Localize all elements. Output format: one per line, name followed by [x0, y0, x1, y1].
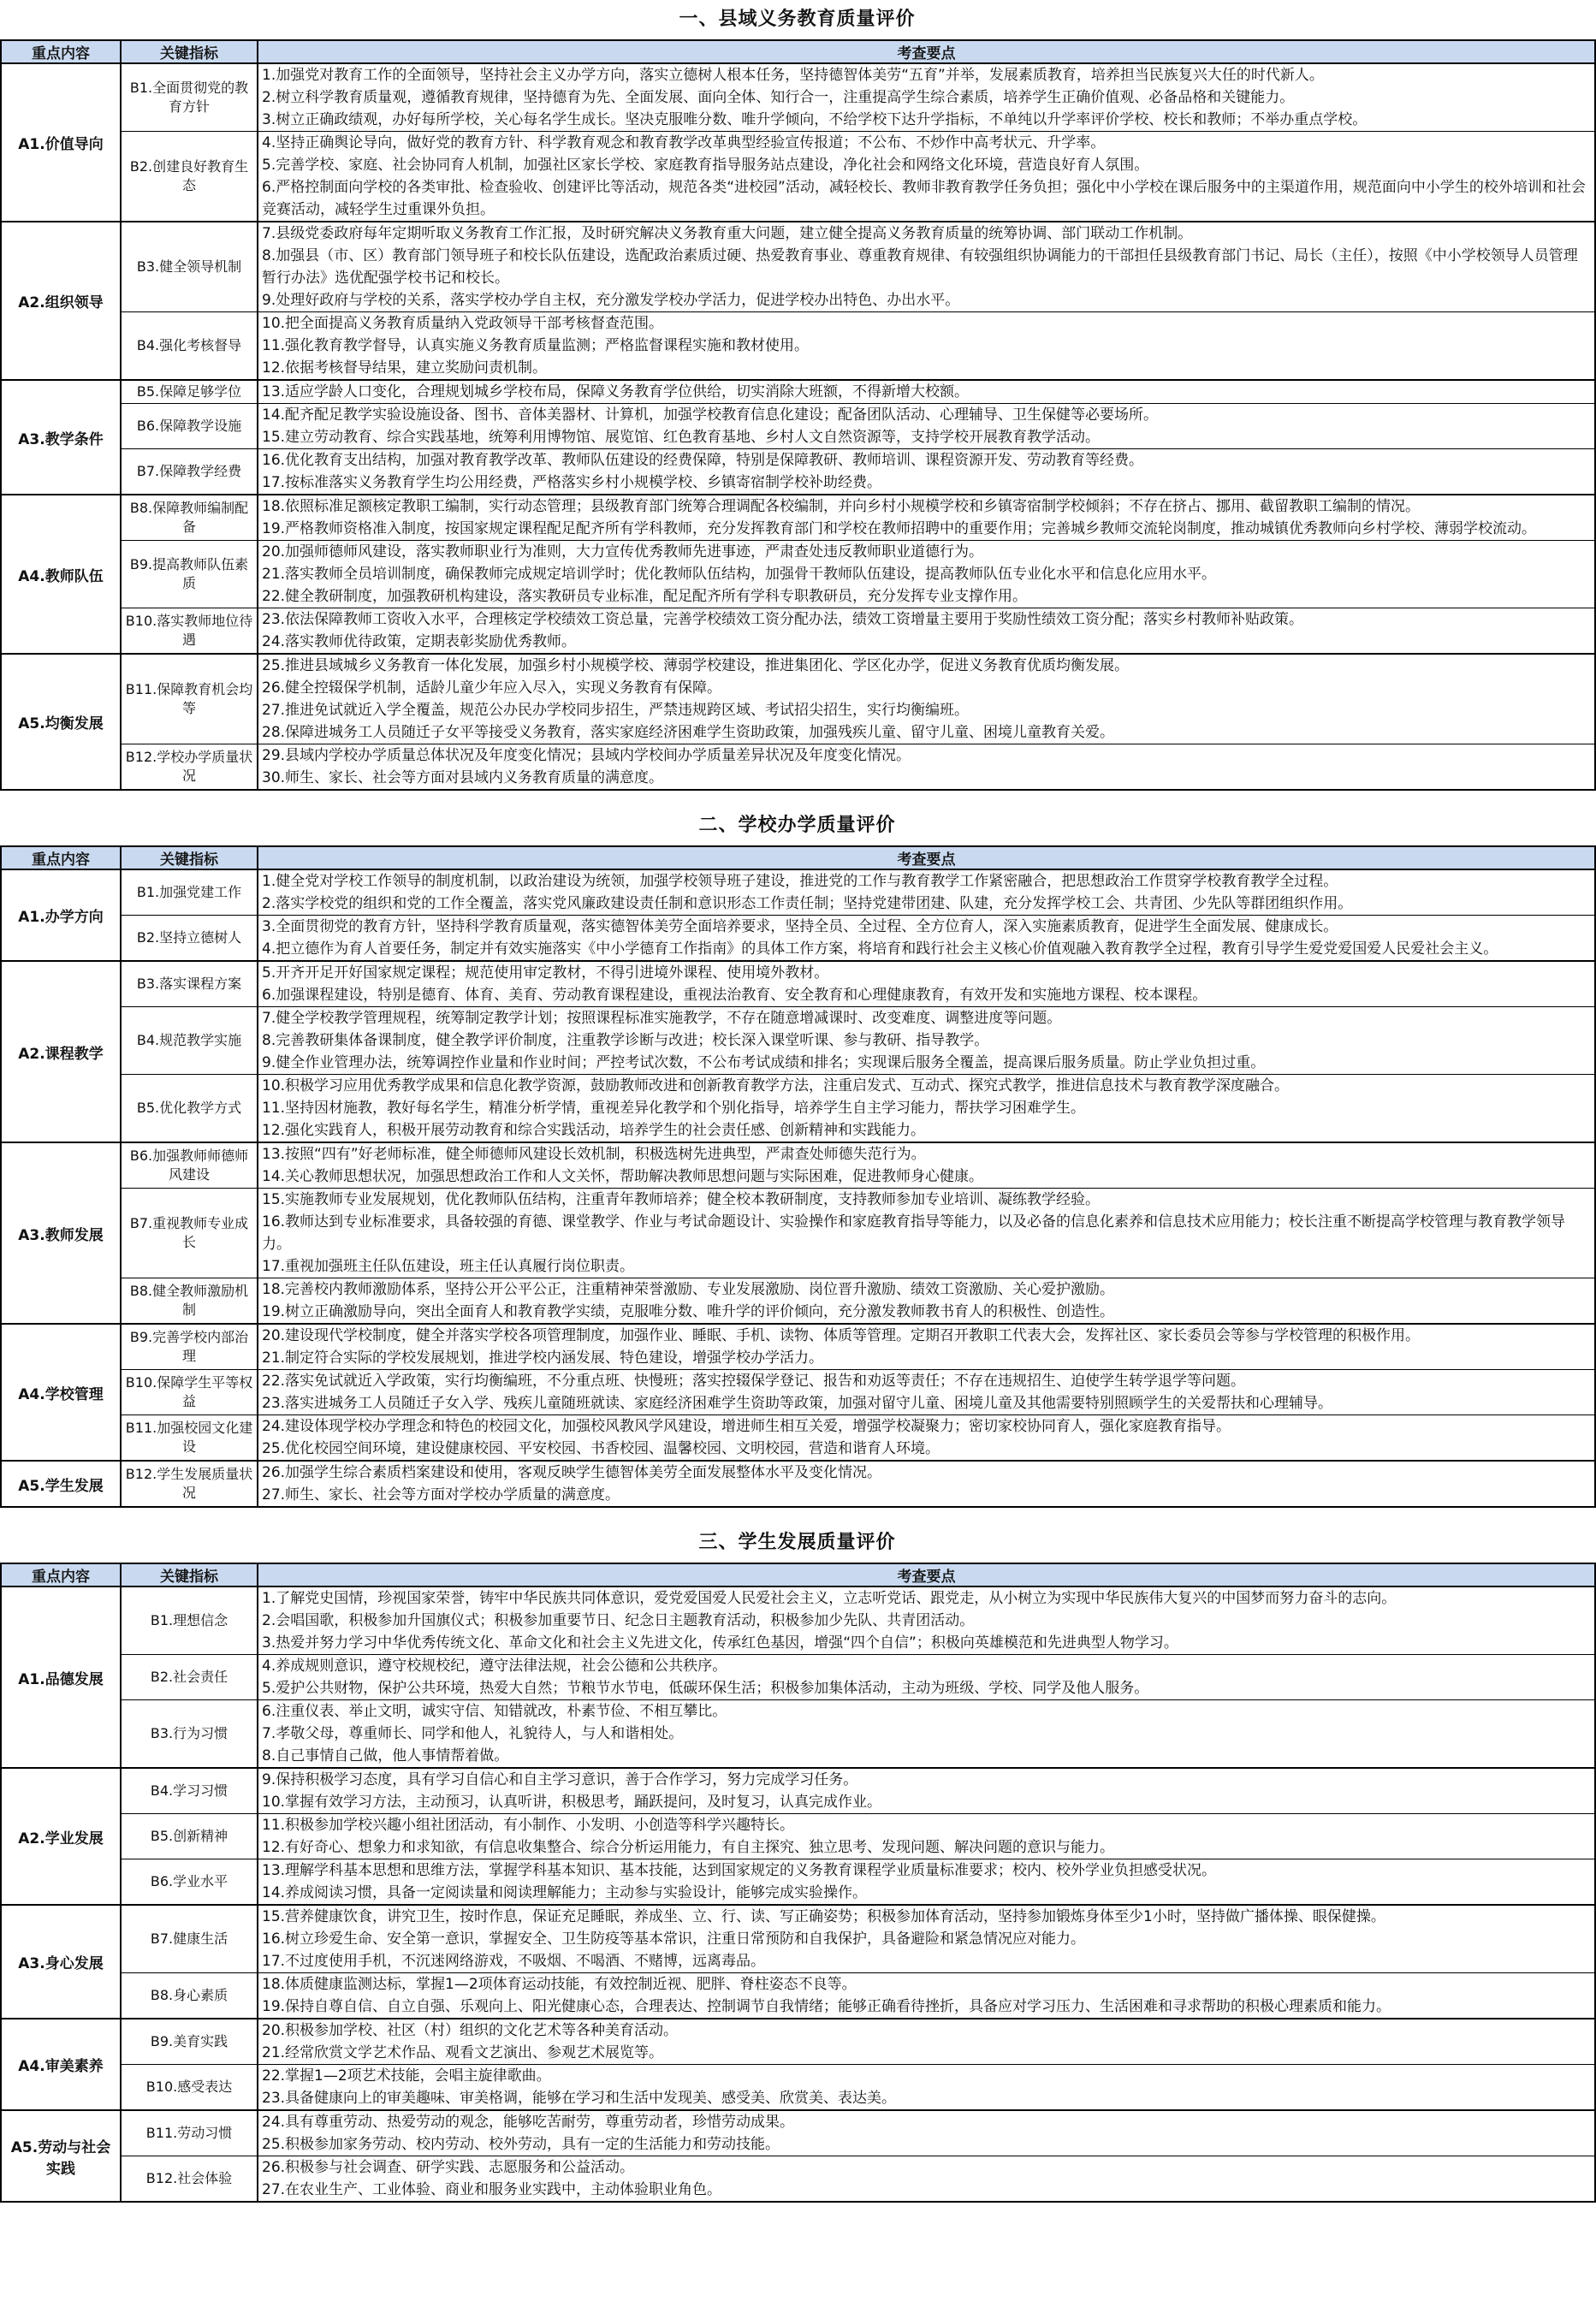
- point-text: 14.养成阅读习惯，具备一定阅读量和阅读理解能力；主动参与实验设计，能够完成实验操作。: [262, 1884, 868, 1901]
- table-row: [1, 2156, 1595, 2203]
- table-row: [1, 380, 1595, 404]
- point-text: 13.按照“四有”好老师标准，健全师德师风建设长效机制，积极选树先进典型，严肃查处师德失范行为。: [262, 1146, 926, 1163]
- points-cell: [258, 1007, 1595, 1075]
- table-row: [1, 312, 1595, 381]
- header-points: 考查要点: [258, 846, 1595, 869]
- indicator-cell: B1.理想信念: [121, 1586, 258, 1655]
- point-text: 16.树立珍爱生命、安全第一意识，掌握安全、卫生防疫等基本常识，注重日常预防和自我保护，具备避险和紧急情况应对能力。: [262, 1930, 1086, 1948]
- header-focus: 重点内容: [1, 40, 121, 63]
- point-text: 27.推进免试就近入学全覆盖，规范公办民办学校同步招生，严禁违规跨区域、考试招尖招生，实行均衡编班。: [262, 702, 970, 719]
- indicator-cell: B4.学习习惯: [121, 1768, 258, 1814]
- indicator-cell: B4.规范教学实施: [121, 1007, 258, 1075]
- points-cell: [258, 404, 1595, 449]
- points-cell: [258, 1142, 1595, 1189]
- points-cell: [258, 1905, 1595, 1973]
- focus-cell: A5.均衡发展: [1, 654, 121, 790]
- points-cell: [258, 1586, 1595, 1655]
- indicator-cell: B2.坚持立德树人: [121, 916, 258, 962]
- points-cell: [258, 1370, 1595, 1415]
- focus-cell: A1.办学方向: [1, 869, 121, 961]
- point-text: 8.加强县（市、区）教育部门领导班子和校长队伍建设，选配政治素质过硬、热爱教育事业、尊重教育规律、有较强组织协调能力的干部担任县级教育部门书记、局长（主任），按照《中小学校领导人员管理暂行办法》选优配强学校书记和校长。: [262, 247, 1578, 287]
- point-text: 5.完善学校、家庭、社会协同育人机制，加强社区家长学校、家庭教育指导服务站点建设，净化社会和网络文化环境，营造良好育人氛围。: [262, 157, 1149, 174]
- focus-cell: A2.课程教学: [1, 961, 121, 1142]
- header-indicator: 关键指标: [121, 846, 258, 869]
- section-title: 三、学生发展质量评价: [698, 1532, 896, 1553]
- point-text: 17.按标准落实义务教育学生均公用经费，严格落实乡村小规模学校、乡镇寄宿制学校补助经费。: [262, 474, 882, 491]
- indicator-cell: B6.保障教学设施: [121, 404, 258, 449]
- point-text: 25.积极参加家务劳动、校内劳动、校外劳动，具有一定的生活能力和劳动技能。: [262, 2136, 780, 2153]
- point-text: 27.在农业生产、工业体验、商业和服务业实践中，主动体验职业角色。: [262, 2181, 722, 2198]
- table-row: [1, 1075, 1595, 1143]
- section-title: 二、学校办学质量评价: [698, 815, 896, 836]
- point-text: 1.加强党对教育工作的全面领导，坚持社会主义办学方向，落实立德树人根本任务，坚持德智体美劳“五育”并举，发展素质教育，培养担当民族复兴大任的时代新人。: [262, 67, 1324, 84]
- focus-cell: A3.教师发展: [1, 1142, 121, 1324]
- point-text: 22.落实免试就近入学政策，实行均衡编班，不分重点班、快慢班；落实控辍保学登记、报告和劝返等责任；不存在违规招生、迫使学生转学退学等问题。: [262, 1373, 1246, 1390]
- point-text: 5.开齐开足开好国家规定课程；规范使用审定教材，不得引进境外课程、使用境外教材。: [262, 964, 829, 982]
- points-cell: [258, 1973, 1595, 2019]
- table-row: [1, 916, 1595, 962]
- points-cell: [258, 495, 1595, 541]
- points-cell: [258, 1655, 1595, 1700]
- point-text: 11.坚持因材施教，教好每名学生，精准分析学情，重视差异化教学和个别化指导，培养学生自主学习能力，帮扶学习困难学生。: [262, 1100, 1086, 1117]
- point-text: 4.把立德作为育人首要任务，制定并有效实施落实《中小学德育工作指南》的具体工作方案，将培育和践行社会主义核心价值观融入教育教学全过程，教育引导学生爱党爱国爱人民爱社会主义。: [262, 940, 1498, 958]
- point-text: 28.保障进城务工人员随迁子女平等接受义务教育，落实家庭经济困难学生资助政策，加强残疾儿童、留守儿童、困境儿童教育关爱。: [262, 724, 1115, 741]
- points-cell: [258, 1415, 1595, 1462]
- point-text: 9.健全作业管理办法，统筹调控作业量和作业时间；严控考试次数，不公布考试成绩和排名；实现课后服务全覆盖，提高课后服务质量。防止学业负担过重。: [262, 1054, 1266, 1071]
- focus-cell: A4.审美素养: [1, 2019, 121, 2110]
- point-text: 10.掌握有效学习方法，主动预习，认真听讲，积极思考，踊跃提问，及时复习，认真完成作业。: [262, 1794, 882, 1811]
- table-row: [1, 1905, 1595, 1973]
- point-text: 26.健全控辍保学机制，适龄儿童少年应入尽入，实现义务教育有保障。: [262, 679, 722, 697]
- indicator-cell: B10.感受表达: [121, 2065, 258, 2111]
- indicator-cell: B8.身心素质: [121, 1973, 258, 2019]
- point-text: 16.优化教育支出结构，加强对教育教学改革、教师队伍建设的经费保障，特别是保障教研、教师培训、课程资源开发、劳动教育等经费。: [262, 452, 1144, 469]
- point-text: 9.处理好政府与学校的关系，落实学校办学自主权，充分激发学校办学活力，促进学校办出特色、办出水平。: [262, 292, 960, 309]
- indicator-cell: B9.提高教师队伍素质: [121, 541, 258, 608]
- point-text: 11.强化教育教学督导，认真实施义务教育质量监测；严格监督课程实施和教材使用。: [262, 337, 810, 354]
- point-text: 15.实施教师专业发展规划，优化教师队伍结构，注重青年教师培养；健全校本教研制度，支持教师参加专业培训、凝练教学经验。: [262, 1191, 1101, 1208]
- table-row: [1, 2110, 1595, 2156]
- point-text: 1.了解党史国情，珍视国家荣誉，铸牢中华民族共同体意识，爱党爱国爱人民爱社会主义，立志听党话、跟党走，从小树立为实现中华民族伟大复兴的中国梦而努力奋斗的志向。: [262, 1590, 1397, 1607]
- indicator-cell: B6.学业水平: [121, 1859, 258, 1906]
- point-text: 8.完善教研集体备课制度，健全教学评价制度，注重教学诊断与改进；校长深入课堂听课、参与教研、指导教学。: [262, 1032, 989, 1049]
- indicator-cell: B12.学校办学质量状况: [121, 744, 258, 791]
- points-cell: [258, 869, 1595, 916]
- focus-cell: A4.教师队伍: [1, 495, 121, 654]
- point-text: 3.全面贯彻党的教育方针，坚持科学教育质量观，落实德智体美劳全面培养要求，坚持全员、全过程、全方位育人，深入实施素质教育，促进学生全面发展、健康成长。: [262, 918, 1338, 935]
- point-text: 2.树立科学教育质量观，遵循教育规律，坚持德育为先、全面发展、面向全体、知行合一，注重提高学生综合素质，培养学生正确价值观、必备品格和关键能力。: [262, 89, 1295, 106]
- point-text: 6.注重仪表、举止文明，诚实守信、知错就改，朴素节俭、不相互攀比。: [262, 1703, 727, 1720]
- indicator-cell: B10.落实教师地位待遇: [121, 608, 258, 655]
- points-cell: [258, 654, 1595, 744]
- points-cell: [258, 1461, 1595, 1507]
- point-text: 20.加强师德师风建设，落实教师职业行为准则，大力宣传优秀教师先进事迹，严肃查处违反教师职业道德行为。: [262, 543, 984, 560]
- table-row: [1, 1768, 1595, 1814]
- indicator-cell: B1.全面贯彻党的教育方针: [121, 63, 258, 132]
- table-row: [1, 449, 1595, 495]
- point-text: 21.经常欣赏文学艺术作品、观看文艺演出、参观艺术展览等。: [262, 2044, 664, 2061]
- section-gap: [0, 1508, 1594, 1523]
- points-cell: [258, 222, 1595, 312]
- indicator-cell: B1.加强党建工作: [121, 869, 258, 916]
- table-row: [1, 1655, 1595, 1700]
- points-cell: [258, 1324, 1595, 1370]
- point-text: 12.依据考核督导结果，建立奖励问责机制。: [262, 359, 548, 377]
- points-cell: [258, 1700, 1595, 1769]
- points-cell: [258, 541, 1595, 608]
- point-text: 2.会唱国歌，积极参加升国旗仪式；积极参加重要节日、纪念日主题教育活动，积极参加少先队、共青团活动。: [262, 1612, 975, 1629]
- table-row: [1, 1415, 1595, 1462]
- header-points: 考查要点: [258, 40, 1595, 63]
- points-cell: [258, 961, 1595, 1007]
- point-text: 4.坚持正确舆论导向，做好党的教育方针、科学教育观念和教育教学改革典型经验宣传报道；不公布、不炒作中高考状元、升学率。: [262, 134, 1106, 151]
- point-text: 25.优化校园空间环境，建设健康校园、平安校园、书香校园、温馨校园、文明校园，营造和谐育人环境。: [262, 1440, 940, 1457]
- point-text: 25.推进县域城乡义务教育一体化发展，加强乡村小规模学校、薄弱学校建设，推进集团化、学区化办学，促进义务教育优质均衡发展。: [262, 657, 1130, 674]
- point-text: 16.教师达到专业标准要求，具备较强的育德、课堂教学、作业与考试命题设计、实验操作和家庭教育指导等能力，以及必备的信息化素养和信息技术应用能力；校长注重不断提高学校管理与教育教学领导力。: [262, 1213, 1566, 1253]
- table-row: [1, 404, 1595, 449]
- points-cell: [258, 608, 1595, 655]
- point-text: 21.制定符合实际的学校发展规划，推进学校内涵发展、特色建设，增强学校办学活力。: [262, 1349, 824, 1367]
- table-row: [1, 1814, 1595, 1859]
- point-text: 22.掌握1—2项艺术技能，会唱主旋律歌曲。: [262, 2067, 551, 2085]
- indicator-cell: B3.行为习惯: [121, 1700, 258, 1769]
- points-cell: [258, 2110, 1595, 2156]
- table-row: [1, 1586, 1595, 1655]
- table-row: [1, 1324, 1595, 1370]
- section-title: 一、县域义务教育质量评价: [679, 9, 916, 30]
- header-row: [1, 846, 1595, 869]
- point-text: 13.适应学龄人口变化，合理规划城乡学校布局，保障义务教育学位供给，切实消除大班额，不得新增大校额。: [262, 383, 970, 400]
- indicator-cell: B11.保障教育机会均等: [121, 654, 258, 744]
- focus-cell: A3.身心发展: [1, 1905, 121, 2019]
- indicator-cell: B3.落实课程方案: [121, 961, 258, 1007]
- points-cell: [258, 312, 1595, 381]
- table-row: [1, 1142, 1595, 1189]
- focus-cell: A2.学业发展: [1, 1768, 121, 1905]
- indicator-cell: B5.保障足够学位: [121, 380, 258, 404]
- table-row: [1, 495, 1595, 541]
- focus-cell: A1.品德发展: [1, 1586, 121, 1768]
- indicator-cell: B5.优化教学方式: [121, 1075, 258, 1143]
- indicator-cell: B4.强化考核督导: [121, 312, 258, 381]
- point-text: 18.依照标准足额核定教职工编制，实行动态管理；县级教育部门统筹合理调配各校编制，并向乡村小规模学校和乡镇寄宿制学校倾斜；不存在挤占、挪用、截留教职工编制的情况。: [262, 498, 1421, 515]
- point-text: 24.落实教师优待政策，定期表彰奖励优秀教师。: [262, 633, 577, 650]
- indicator-cell: B5.创新精神: [121, 1814, 258, 1859]
- point-text: 2.落实学校党的组织和党的工作全覆盖，落实党风廉政建设责任制和意识形态工作责任制；坚持党建带团建、队建，充分发挥学校工会、共青团、少先队等群团组织作用。: [262, 895, 1353, 912]
- indicator-cell: B12.学生发展质量状况: [121, 1461, 258, 1507]
- point-text: 4.养成规则意识，遵守校规校纪，遵守法律法规，社会公德和公共秩序。: [262, 1658, 727, 1675]
- point-text: 20.积极参加学校、社区（村）组织的文化艺术等各种美育活动。: [262, 2022, 679, 2039]
- point-text: 1.健全党对学校工作领导的制度机制，以政治建设为统领，加强学校领导班子建设，推进党的工作与教育教学工作紧密融合，把思想政治工作贯穿学校教育教学全过程。: [262, 873, 1338, 890]
- point-text: 15.建立劳动教育、综合实践基地，统筹利用博物馆、展览馆、红色教育基地、乡村人文自然资源等，支持学校开展教育教学活动。: [262, 429, 1101, 446]
- focus-cell: A5.学生发展: [1, 1461, 121, 1507]
- point-text: 7.县级党委政府每年定期听取义务教育工作汇报，及时研究解决义务教育重大问题，建立健全提高义务教育质量的统筹协调、部门联动工作机制。: [262, 225, 1193, 242]
- point-text: 14.配齐配足教学实验设施设备、图书、音体美器材、计算机，加强学校教育信息化建设；配备团队活动、心理辅导、卫生保健等必要场所。: [262, 406, 1159, 424]
- table-row: [1, 654, 1595, 744]
- header-indicator: 关键指标: [121, 1563, 258, 1586]
- point-text: 12.强化实践育人，积极开展劳动教育和综合实践活动，培养学生的社会责任感、创新精神和实践能力。: [262, 1122, 926, 1139]
- indicator-cell: B7.保障教学经费: [121, 449, 258, 495]
- table-row: [1, 222, 1595, 312]
- table-row: [1, 1007, 1595, 1075]
- evaluation-table: [0, 1563, 1596, 2203]
- point-text: 3.热爱并努力学习中华优秀传统文化、革命文化和社会主义先进文化，传承红色基因，增强“四个自信”；积极向英雄模范和先进典型人物学习。: [262, 1634, 1178, 1652]
- indicator-cell: B9.美育实践: [121, 2019, 258, 2065]
- points-cell: [258, 2065, 1595, 2111]
- table-row: [1, 132, 1595, 222]
- indicator-cell: B8.保障教师编制配备: [121, 495, 258, 541]
- points-cell: [258, 63, 1595, 132]
- points-cell: [258, 1814, 1595, 1859]
- point-text: 14.关心教师思想状况，加强思想政治工作和人文关怀，帮助解决教师思想问题与实际困难，促进教师身心健康。: [262, 1168, 984, 1185]
- focus-cell: A4.学校管理: [1, 1324, 121, 1461]
- points-cell: [258, 2019, 1595, 2065]
- header-row: [1, 1563, 1595, 1586]
- header-row: [1, 40, 1595, 63]
- point-text: 22.健全教研制度，加强教研机构建设，落实教研员专业标准，配足配齐所有学科专职教研员，充分发挥专业支撑作用。: [262, 588, 1028, 605]
- point-text: 20.建设现代学校制度，健全并落实学校各项管理制度，加强作业、睡眠、手机、读物、体质等管理。定期召开教职工代表大会，发挥社区、家长委员会等参与学校管理的积极作用。: [262, 1327, 1421, 1344]
- point-text: 12.有好奇心、想象力和求知欲，有信息收集整合、综合分析运用能力，有自主探究、独立思考、发现问题、解决问题的意识与能力。: [262, 1839, 1115, 1856]
- point-text: 24.建设体现学校办学理念和特色的校园文化，加强校风教风学风建设，增进师生相互关爱，增强学校凝聚力；密切家校协同育人，强化家庭教育指导。: [262, 1418, 1231, 1435]
- point-text: 11.积极参加学校兴趣小组社团活动，有小制作、小发明、小创造等科学兴趣特长。: [262, 1817, 795, 1834]
- table-row: [1, 541, 1595, 608]
- point-text: 23.具备健康向上的审美趣味、审美格调，能够在学习和生活中发现美、感受美、欣赏美、表达美。: [262, 2090, 897, 2107]
- point-text: 13.理解学科基本思想和思维方法，掌握学科基本知识、基本技能，达到国家规定的义务教育课程学业质量标准要求；校内、校外学业负担感受状况。: [262, 1862, 1217, 1879]
- section-gap: [0, 791, 1594, 806]
- point-text: 17.重视加强班主任队伍建设，班主任认真履行岗位职责。: [262, 1258, 635, 1275]
- point-text: 23.落实进城务工人员随迁子女入学、残疾儿童随班就读、家庭经济困难学生资助等政策，加强对留守儿童、困境儿童及其他需要特别照顾学生的关爱帮扶和心理辅导。: [262, 1395, 1333, 1412]
- header-indicator: 关键指标: [121, 40, 258, 63]
- point-text: 8.自己事情自己做，他人事情帮着做。: [262, 1747, 509, 1764]
- table-row: [1, 1700, 1595, 1769]
- points-cell: [258, 916, 1595, 962]
- points-cell: [258, 1075, 1595, 1143]
- point-text: 19.树立正确激励导向，突出全面育人和教育教学实绩，克服唯分数、唯升学的评价倾向，充分激发教师教书育人的积极性、创造性。: [262, 1303, 1115, 1320]
- table-row: [1, 1370, 1595, 1415]
- point-text: 19.严格教师资格准入制度，按国家规定课程配足配齐所有学科教师，充分发挥教育部门和学校在教师招聘中的重要作用；完善城乡教师交流轮岗制度，推动城镇优秀教师向乡村学校、薄弱学校流动。: [262, 520, 1537, 537]
- point-text: 3.树立正确政绩观，办好每所学校，关心每名学生成长。坚决克服唯分数、唯升学倾向，不给学校下达升学指标，不单纯以升学率评价学校、校长和教师；不举办重点学校。: [262, 111, 1368, 128]
- table-row: [1, 2019, 1595, 2065]
- point-text: 10.把全面提高义务教育质量纳入党政领导干部考核督查范围。: [262, 315, 664, 332]
- point-text: 30.师生、家长、社会等方面对县域内义务教育质量的满意度。: [262, 769, 664, 786]
- table-row: [1, 1973, 1595, 2019]
- header-focus: 重点内容: [1, 846, 121, 869]
- point-text: 15.营养健康饮食，讲究卫生，按时作息，保证充足睡眠，养成坐、立、行、读、写正确姿势；积极参加体育活动，坚持参加锻炼身体至少1小时，坚持做广播体操、眼保健操。: [262, 1908, 1385, 1925]
- point-text: 24.具有尊重劳动、热爱劳动的观念，能够吃苦耐劳，尊重劳动者，珍惜劳动成果。: [262, 2114, 795, 2131]
- points-cell: [258, 2156, 1595, 2203]
- point-text: 7.孝敬父母，尊重师长、同学和他人，礼貌待人，与人和谐相处。: [262, 1725, 684, 1742]
- points-cell: [258, 1859, 1595, 1906]
- points-cell: [258, 449, 1595, 495]
- point-text: 26.积极参与社会调查、研学实践、志愿服务和公益活动。: [262, 2159, 635, 2176]
- table-row: [1, 1278, 1595, 1325]
- table-row: [1, 1461, 1595, 1507]
- point-text: 6.严格控制面向学校的各类审批、检查验收、创建评比等活动，规范各类“进校园”活动，减轻校长、教师非教育教学任务负担；强化中小学校在课后服务中的主渠道作用，规范面向中小学生的校外培训和社会竞赛活动，减轻学生过重课外负担。: [262, 179, 1586, 218]
- points-cell: [258, 132, 1595, 222]
- table-row: [1, 63, 1595, 132]
- points-cell: [258, 744, 1595, 791]
- point-text: 19.保持自尊自信、自立自强、乐观向上、阳光健康心态，合理表达、控制调节自我情绪；能够正确看待挫折，具备应对学习压力、生活困难和寻求帮助的积极心理素质和能力。: [262, 1998, 1391, 2015]
- indicator-cell: B11.劳动习惯: [121, 2110, 258, 2156]
- table-row: [1, 2065, 1595, 2111]
- point-text: 6.加强课程建设，特别是德育、体育、美育、劳动教育课程建设，重视法治教育、安全教育和心理健康教育，有效开发和实施地方课程、校本课程。: [262, 987, 1207, 1004]
- point-text: 21.落实教师全员培训制度，确保教师完成规定培训学时；优化教师队伍结构，加强骨干教师队伍建设，提高教师队伍专业化水平和信息化应用水平。: [262, 566, 1217, 583]
- focus-cell: A3.教学条件: [1, 380, 121, 495]
- point-text: 18.体质健康监测达标，掌握1—2项体育运动技能，有效控制近视、肥胖、脊柱姿态不良等。: [262, 1976, 857, 1993]
- point-text: 9.保持积极学习态度，具有学习自信心和自主学习意识，善于合作学习，努力完成学习任务。: [262, 1771, 858, 1788]
- focus-cell: A5.劳动与社会实践: [1, 2110, 121, 2202]
- indicator-cell: B9.完善学校内部治理: [121, 1324, 258, 1370]
- header-focus: 重点内容: [1, 1563, 121, 1586]
- table-row: [1, 608, 1595, 655]
- indicator-cell: B3.健全领导机制: [121, 222, 258, 312]
- indicator-cell: B2.社会责任: [121, 1655, 258, 1700]
- indicator-cell: B12.社会体验: [121, 2156, 258, 2203]
- point-text: 27.师生、家长、社会等方面对学校办学质量的满意度。: [262, 1486, 620, 1503]
- point-text: 17.不过度使用手机，不沉迷网络游戏，不吸烟、不喝酒、不赌博，远离毒品。: [262, 1953, 766, 1970]
- indicator-cell: B8.健全教师激励机制: [121, 1278, 258, 1325]
- point-text: 18.完善校内教师激励体系，坚持公开公平公正，注重精神荣誉激励、专业发展激励、岗位晋升激励、绩效工资激励、关心爱护激励。: [262, 1281, 1115, 1298]
- point-text: 7.健全学校教学管理规程，统筹制定教学计划；按照课程标准实施教学，不存在随意增减课时、改变难度、调整进度等问题。: [262, 1010, 1062, 1027]
- focus-cell: A2.组织领导: [1, 222, 121, 380]
- indicator-cell: B6.加强教师师德师风建设: [121, 1142, 258, 1189]
- indicator-cell: B10.保障学生平等权益: [121, 1370, 258, 1415]
- evaluation-table: [0, 845, 1596, 1508]
- table-row: [1, 869, 1595, 916]
- focus-cell: A1.价值导向: [1, 63, 121, 222]
- point-text: 29.县域内学校办学质量总体状况及年度变化情况；县域内学校间办学质量差异状况及年度变化情况。: [262, 747, 911, 764]
- table-row: [1, 1859, 1595, 1906]
- points-cell: [258, 1189, 1595, 1278]
- indicator-cell: B7.健康生活: [121, 1905, 258, 1973]
- table-row: [1, 961, 1595, 1007]
- evaluation-table: [0, 39, 1596, 791]
- points-cell: [258, 1768, 1595, 1814]
- points-cell: [258, 1278, 1595, 1325]
- table-row: [1, 1189, 1595, 1278]
- header-points: 考查要点: [258, 1563, 1595, 1586]
- points-cell: [258, 380, 1595, 404]
- indicator-cell: B7.重视教师专业成长: [121, 1189, 258, 1278]
- indicator-cell: B2.创建良好教育生态: [121, 132, 258, 222]
- point-text: 5.爱护公共财物，保护公共环境，热爱大自然；节粮节水节电，低碳环保生活；积极参加集体活动，主动为班级、学校、同学及他人服务。: [262, 1680, 1149, 1697]
- point-text: 26.加强学生综合素质档案建设和使用，客观反映学生德智体美劳全面发展整体水平及变化情况。: [262, 1464, 882, 1481]
- point-text: 23.依法保障教师工资收入水平，合理核定学校绩效工资总量，完善学校绩效工资分配办法，绩效工资增量主要用于奖励性绩效工资分配；落实乡村教师补贴政策。: [262, 611, 1304, 628]
- indicator-cell: B11.加强校园文化建设: [121, 1415, 258, 1462]
- point-text: 10.积极学习应用优秀教学成果和信息化教学资源，鼓励教师改进和创新教育教学方法，注重启发式、互动式、探究式教学，推进信息技术与教育教学深度融合。: [262, 1077, 1290, 1094]
- table-row: [1, 744, 1595, 791]
